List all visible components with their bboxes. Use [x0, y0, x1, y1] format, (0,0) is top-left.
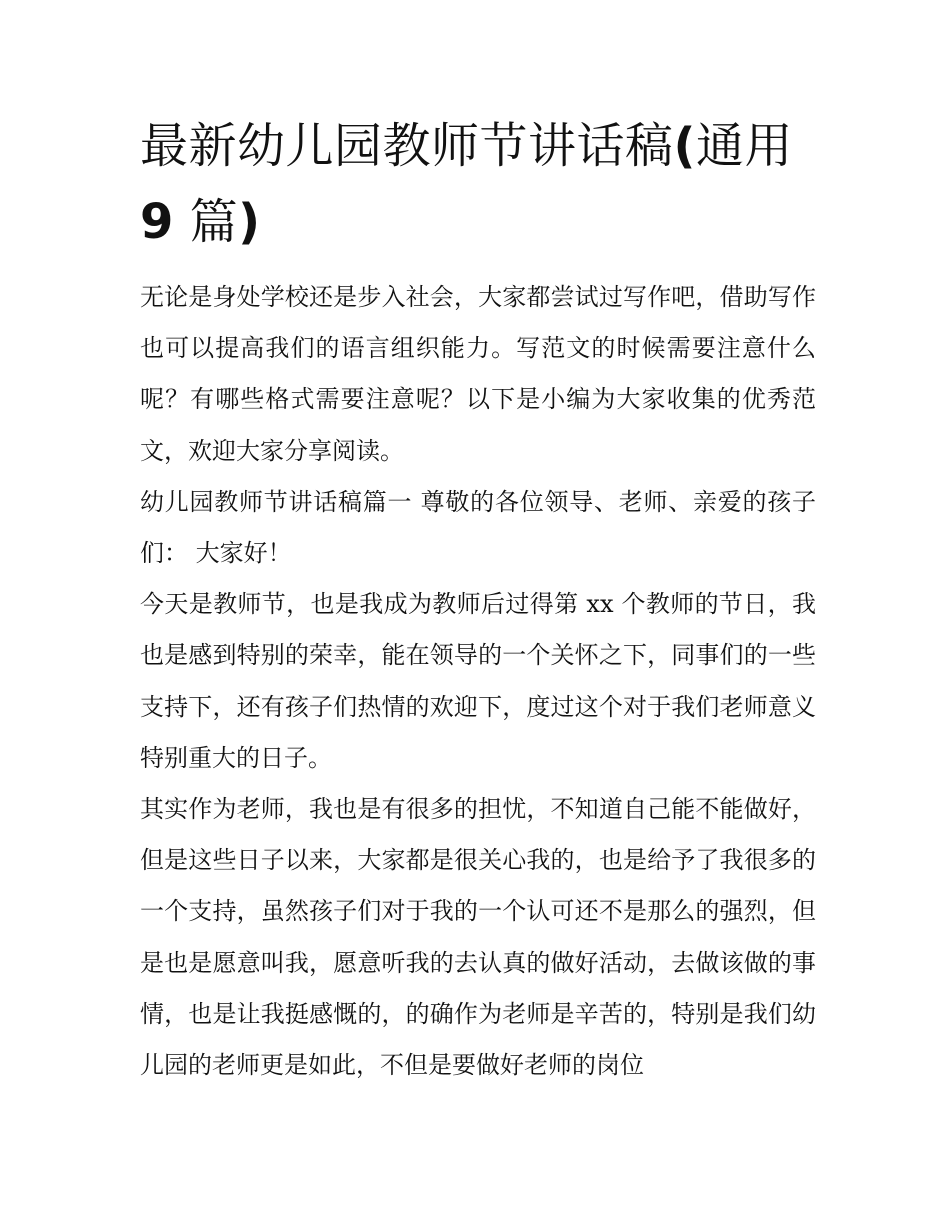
title-text-part3: 篇: [173, 194, 239, 250]
title-paren-open: (: [673, 118, 696, 174]
title-text-part2: 通用: [695, 118, 793, 174]
paragraph-intro: 无论是身处学校还是步入社会，大家都尝试过写作吧，借助写作也可以提高我们的语言组织能力。写范文的时候需要注意什么呢？有哪些格式需要注意呢？以下是小编为大家收集的优秀范文，欢迎大家分享阅读。: [140, 283, 816, 465]
title-number: 9: [140, 194, 174, 250]
paragraph-teachers-day: 今天是教师节，也是我成为教师后过得第 xx 个教师的节日，我也是感到特别的荣幸，能在领导的一个关怀之下，同事们的一些支持下，还有孩子们热情的欢迎下，度过这个对于我们老师意义特别重大的日子。: [140, 590, 816, 772]
document-page: [140, 108, 816, 1091]
document-title: [140, 108, 816, 260]
title-paren-close: ): [238, 194, 261, 250]
paragraph-greeting: 幼儿园教师节讲话稿篇一 尊敬的各位领导、老师、亲爱的孩子们： 大家好！: [140, 487, 816, 568]
title-text-part1: 最新幼儿园教师节讲话稿: [140, 118, 674, 174]
paragraph-reflection: 其实作为老师，我也是有很多的担忧，不知道自己能不能做好，但是这些日子以来，大家都是很关心我的，也是给予了我很多的一个支持，虽然孩子们对于我的一个认可还不是那么的强烈，但是也是愿意叫我，愿意听我的去认真的做好活动，去做该做的事情，也是让我挺感慨的，的确作为老师是辛苦的，特别是我们幼儿园的老师更是如此，不但是要做好老师的岗位: [140, 795, 816, 1080]
